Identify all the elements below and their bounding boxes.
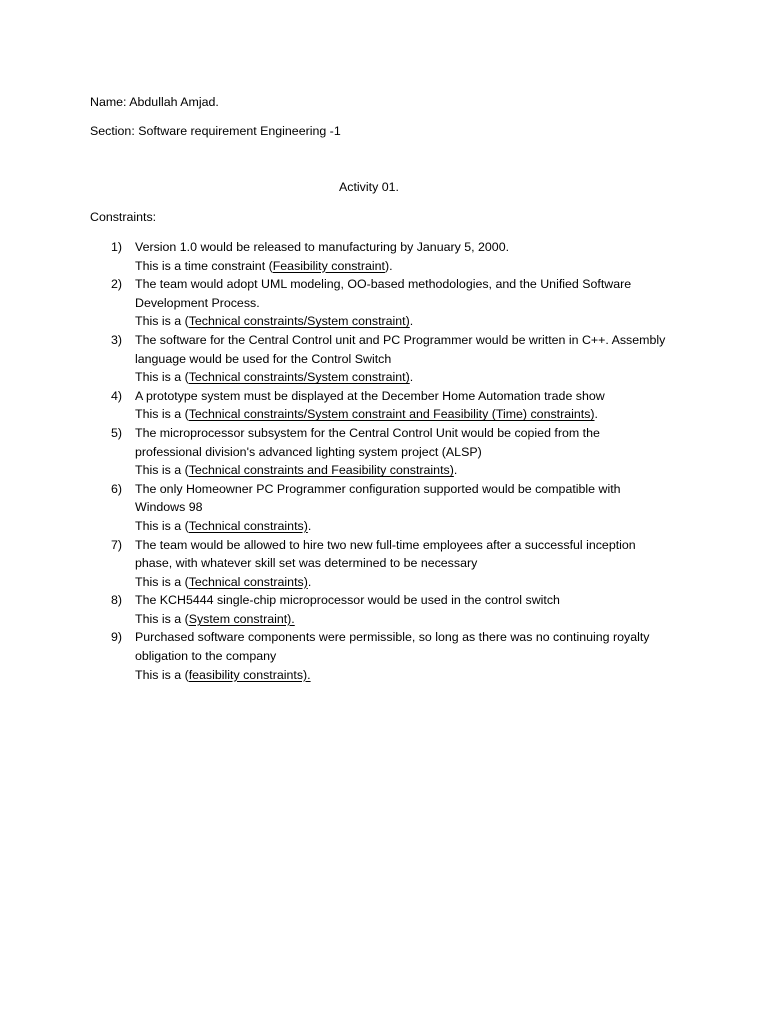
activity-title: Activity 01. bbox=[339, 180, 399, 194]
constraint-item bbox=[90, 275, 690, 331]
constraints-heading: Constraints: bbox=[90, 210, 157, 224]
classification-line bbox=[135, 610, 690, 629]
item-text-line: obligation to the company bbox=[135, 649, 277, 664]
constraint-item bbox=[90, 424, 690, 480]
item-text-line: The team would adopt UML modeling, OO-based methodologies, and the Unified Software bbox=[135, 277, 632, 292]
constraint-type: Technical constraints) bbox=[188, 574, 308, 589]
constraint-item bbox=[90, 480, 690, 536]
item-text-line: phase, with whatever skill set was determined to be necessary bbox=[135, 556, 478, 571]
item-text-line: Purchased software components were permissible, so long as there was no continuing royalty bbox=[135, 630, 650, 645]
item-text-line: The only Homeowner PC Programmer configuration supported would be compatible with bbox=[135, 481, 621, 496]
item-text-line: Development Process. bbox=[135, 295, 260, 310]
constraint-type: System constraint). bbox=[188, 611, 295, 626]
constraint-item bbox=[90, 591, 690, 628]
item-number: 4) bbox=[111, 388, 123, 403]
constraint-item bbox=[90, 628, 690, 684]
item-number: 5) bbox=[111, 425, 123, 440]
item-text-line: The team would be allowed to hire two new full-time employees after a successful inception bbox=[135, 537, 636, 552]
activity-title-row bbox=[0, 178, 768, 197]
constraint-type: Technical constraints/System constraint) bbox=[188, 314, 410, 329]
classification-suffix: . bbox=[409, 314, 414, 329]
constraint-item bbox=[90, 536, 690, 592]
constraint-list bbox=[90, 238, 690, 684]
constraint-type: Technical constraints and Feasibility constraints) bbox=[188, 463, 454, 478]
classification-prefix: This is a ( bbox=[135, 407, 189, 422]
classification-line bbox=[135, 666, 690, 685]
item-text-line: A prototype system must be displayed at the December Home Automation trade show bbox=[135, 388, 605, 403]
item-text-line: The KCH5444 single-chip microprocessor would be used in the control switch bbox=[135, 593, 560, 608]
classification-suffix: . bbox=[594, 407, 598, 422]
classification-line bbox=[135, 461, 690, 480]
item-number: 7) bbox=[111, 537, 123, 552]
constraint-type: feasibility constraints). bbox=[188, 667, 311, 682]
constraint-type: Technical constraints/System constraint and Feasibility (Time) constraints) bbox=[188, 407, 595, 422]
student-name: Name: Abdullah Amjad. bbox=[90, 95, 219, 109]
constraint-item bbox=[90, 387, 690, 424]
item-text-line: language would be used for the Control Switch bbox=[135, 351, 392, 366]
item-number: 9) bbox=[111, 630, 123, 645]
classification-line bbox=[135, 368, 690, 387]
classification-suffix: . bbox=[409, 370, 414, 385]
classification-line bbox=[135, 573, 690, 592]
classification-suffix: . bbox=[453, 463, 458, 478]
constraint-item bbox=[90, 331, 690, 387]
classification-line bbox=[135, 517, 690, 536]
classification-prefix: This is a ( bbox=[135, 611, 189, 626]
constraint-item bbox=[90, 238, 690, 275]
classification-line bbox=[135, 405, 690, 424]
classification-prefix: This is a ( bbox=[135, 518, 189, 533]
classification-prefix: This is a ( bbox=[135, 314, 189, 329]
item-text-line: The software for the Central Control unit and PC Programmer would be written in C++. Assembly bbox=[135, 332, 666, 347]
classification-suffix: ). bbox=[384, 258, 393, 273]
item-number: 8) bbox=[111, 593, 123, 608]
constraint-type: Technical constraints/System constraint) bbox=[188, 370, 410, 385]
item-number: 6) bbox=[111, 481, 123, 496]
item-text-line: Windows 98 bbox=[135, 500, 203, 515]
classification-prefix: This is a time constraint ( bbox=[135, 258, 273, 273]
classification-prefix: This is a ( bbox=[135, 463, 189, 478]
classification-prefix: This is a ( bbox=[135, 574, 189, 589]
classification-suffix: . bbox=[307, 518, 312, 533]
section-line: Section: Software requirement Engineering -1 bbox=[90, 124, 341, 138]
constraint-type: Feasibility constraint bbox=[272, 258, 385, 273]
item-number: 2) bbox=[111, 277, 123, 292]
classification-suffix: . bbox=[307, 574, 312, 589]
classification-prefix: This is a ( bbox=[135, 667, 189, 682]
item-text-line: professional division's advanced lighting system project (ALSP) bbox=[135, 444, 482, 459]
item-text-line: Version 1.0 would be released to manufacturing by January 5, 2000. bbox=[135, 240, 510, 254]
item-text-line: The microprocessor subsystem for the Central Control Unit would be copied from the bbox=[135, 425, 600, 440]
constraint-type: Technical constraints) bbox=[188, 518, 308, 533]
item-number: 3) bbox=[111, 332, 123, 347]
classification-prefix: This is a ( bbox=[135, 370, 189, 385]
classification-line bbox=[135, 257, 690, 276]
classification-line bbox=[135, 312, 690, 331]
item-number: 1) bbox=[111, 240, 123, 254]
